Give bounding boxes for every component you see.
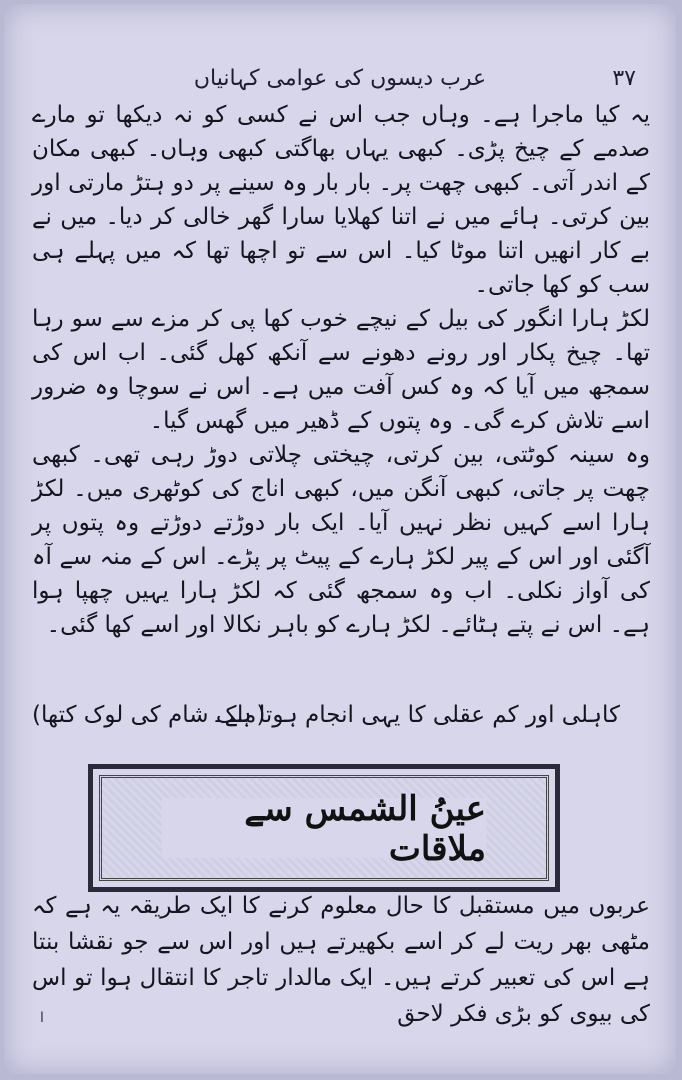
story-paragraph-1: یہ کیا ماجرا ہے۔ وہاں جب اس نے کسی کو نہ دیکھا تو مارے صدمے کے چیخ پڑی۔ کبھی یہاں بھاگتی کبھی وہاں۔ کبھی مکان کے اندر آتی۔ کبھی چھت پر۔ بار بار وہ سینے پر دو ہتڑ مارتی اور بین کرتی۔ ہائے میں نے اتنا کھلایا سارا گھر خالی کر دیا۔ میں نے بے کار انھیں اتنا موٹا کیا۔ اس سے تو اچھا تھا کہ میں پہلے ہی سب کو کھا جاتی۔ (32, 102, 650, 298)
section-title: عینُ الشمس سے ملاقات (244, 788, 486, 869)
running-header (44, 66, 636, 100)
story-source: (ملک شام کی لوک کتھا) (32, 702, 266, 728)
decorative-border (99, 775, 549, 881)
story-paragraph-2: لکڑ ہارا انگور کی بیل کے نیچے خوب کھا پی کر مزے سے سو رہا تھا۔ چیخ پکار اور رونے دھونے سے آنکھ کھل گئی۔ اب اس کی سمجھ میں آیا کہ وہ کس آفت میں ہے۔ اس نے سوچا وہ ضرور اسے تلاش کرے گی۔ وہ پتوں کے ڈھیر میں گھس گیا۔ (32, 306, 650, 434)
story-ending (32, 702, 650, 738)
section-title-frame (88, 764, 560, 892)
section-paragraph: عربوں میں مستقبل کا حال معلوم کرنے کا ایک طریقہ یہ ہے کہ مٹھی بھر ریت لے کر اسے بکھیرتے ہیں اور اس سے جو نقشا بنتا ہے اس کی تعبیر کرتے ہیں۔ ایک مالدار تاجر کا انتقال ہوا تو اس کی بیوی کو بڑی فکر لاحق (32, 893, 650, 1027)
book-title: عرب دیسوں کی عوامی کہانیاں (193, 66, 487, 91)
story-moral: کاہلی اور کم عقلی کا یہی انجام ہوتا ہے۔ (211, 702, 620, 728)
book-page (4, 4, 676, 1074)
story-paragraph-3: وہ سینہ کوٹتی، بین کرتی، چیختی چلاتی دوڑ رہی تھی۔ کبھی چھت پر جاتی، کبھی آنگن میں، کبھی اناج کی کوٹھری میں۔ لکڑ ہارا اسے کہیں نظر نہیں آیا۔ ایک بار دوڑتے دوڑتے وہ پتوں پر آگئی اور اس کے پیر لکڑ ہارے کے پیٹ پر پڑے۔ اس کے منہ سے آہ کی آواز نکلی۔ اب وہ سمجھ گئی کہ لکڑ ہارا یہیں چھپا ہوا ہے۔ اس نے پتے ہٹائے۔ لکڑ ہارے کو باہر نکالا اور اسے کھا گئی۔ (32, 442, 650, 638)
corner-mark: ا (40, 1010, 44, 1026)
story-body (32, 98, 650, 642)
section-body (32, 888, 650, 1032)
page-number: ۳۷ (612, 66, 636, 91)
